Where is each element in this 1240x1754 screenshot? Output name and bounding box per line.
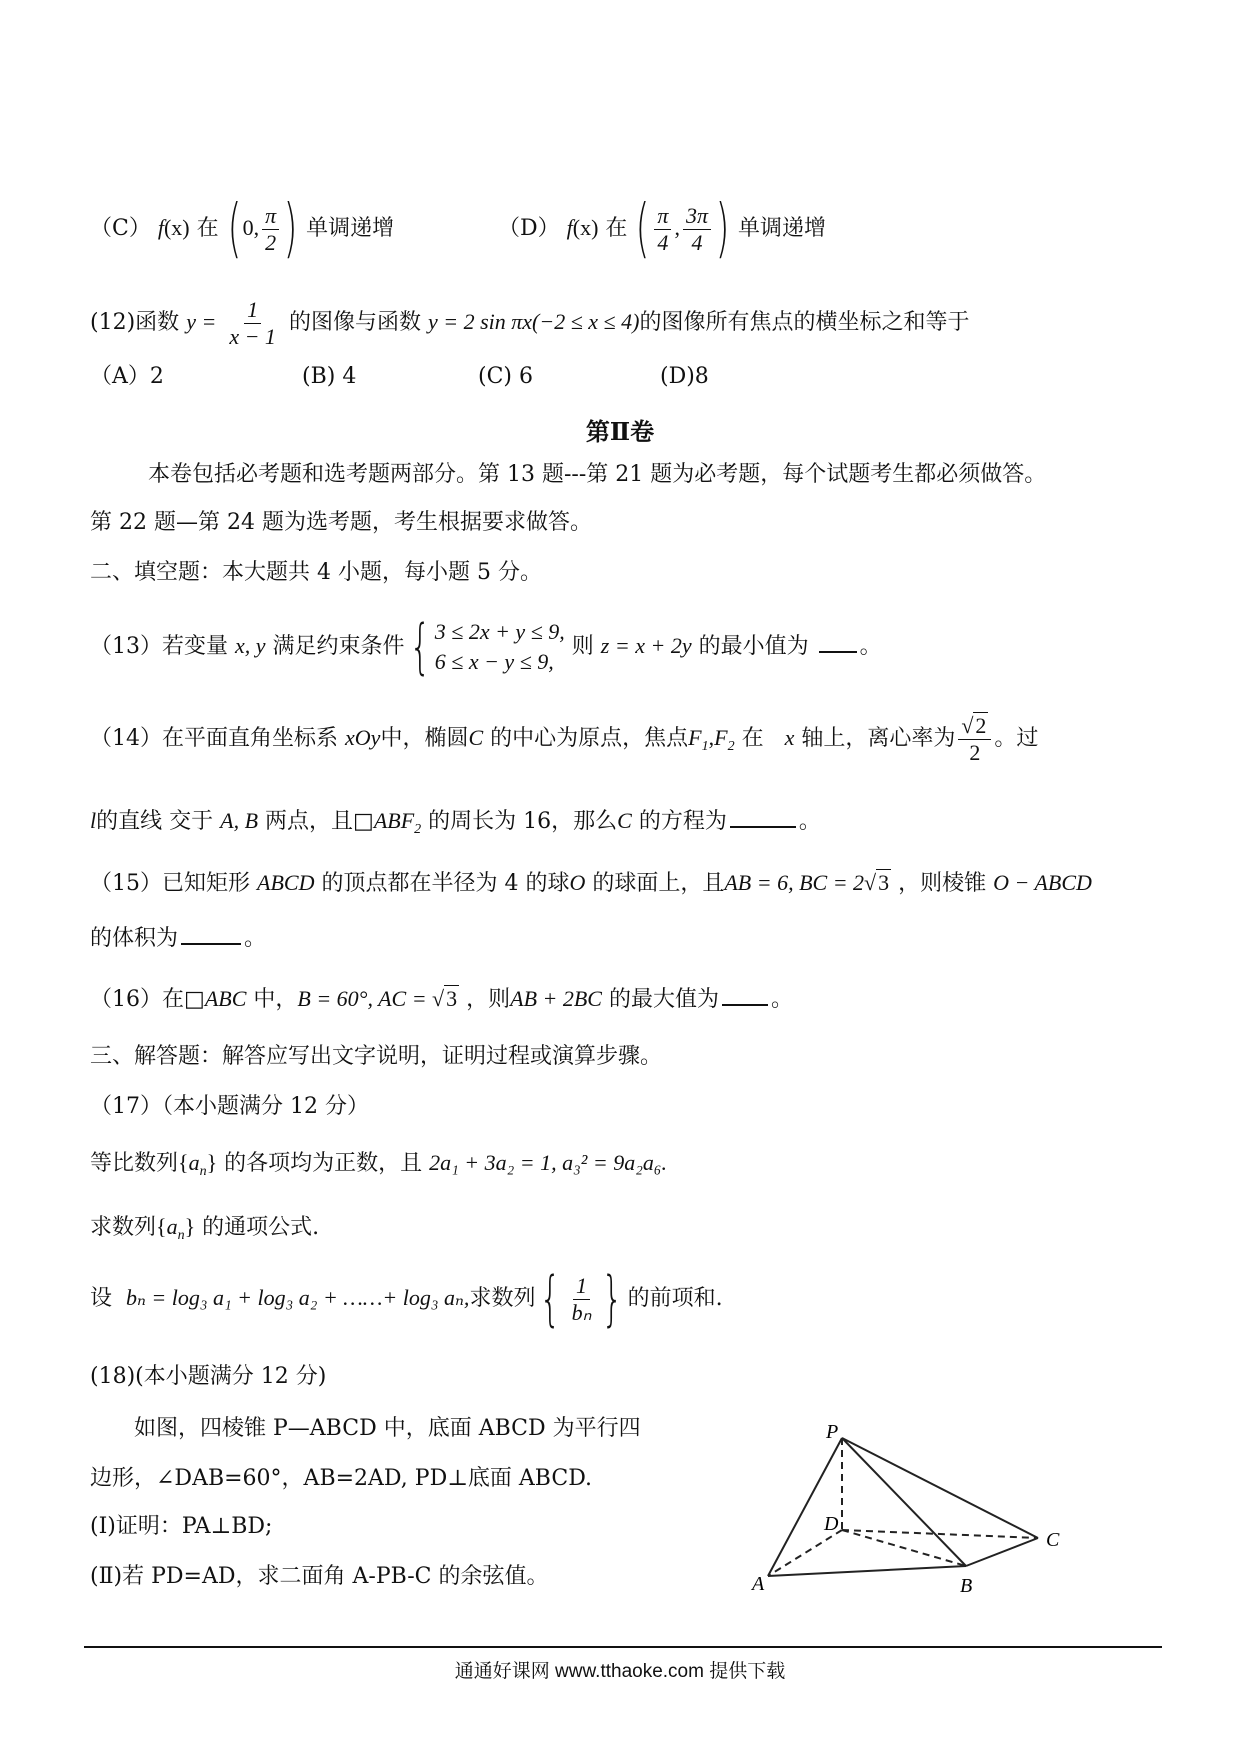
q13-stem: （13）若变量 x, y 满足约束条件{ 3 ≤ 2x + y ≤ 9, 6 ≤ x − y ≤ 9, 则 z = x + 2y 的最小值为 。 — [90, 612, 882, 682]
q12-stem: (12)函数 y = $\frac{1}{x - 1}$ 的图像与函数 y = 2 sin πx(−2 ≤ x ≤ 4)的图像所有焦点的横坐标之和等于 — [90, 296, 970, 349]
q18-para1: 如图，四棱锥 P—ABCD 中，底面 ABCD 为平行四 — [134, 1416, 641, 1441]
edge-pb — [842, 1438, 966, 1566]
q14-line2: l的直线 交于 A, B 两点，且$□ABF_2$ 的周长为 16，那么C 的方程为 。 — [90, 808, 821, 837]
q17-fraction: $\frac{1}{\text{bₙ}}$ — [571, 1272, 592, 1325]
q15-line2: 的体积为 。 — [90, 926, 267, 951]
section-2-intro-line2: 第 22 题—第 24 题为选考题，考生根据要求做答。 — [90, 510, 592, 535]
q17-line3: 设 bₙ = log₃ a₁ + log₃ a₂ + ……+ log₃ aₙ,求数列{ $\frac{1}{\text{bₙ}}$ } 的前项和. — [90, 1264, 723, 1334]
q18-part1: (Ⅰ)证明：PA⊥BD; — [90, 1514, 273, 1539]
q17-line1: 等比数列$\{a_n\}$ 的各项均为正数，且 2a₁ + 3a₂ = 1, a₃² = 9a₂a₆. — [90, 1150, 668, 1179]
q12-choice-d: (D)8 — [660, 364, 709, 389]
q12-choice-b: (B) 4 — [302, 364, 357, 389]
q14-eccentricity: $\frac{√2}{2}$ — [958, 713, 991, 766]
q18-part2: (Ⅱ)若 PD=AD，求二面角 A-PB-C 的余弦值。 — [90, 1564, 549, 1589]
q17-header: （17）（本小题满分 12 分） — [90, 1094, 369, 1119]
q12-choice-c: (C) 6 — [478, 364, 533, 389]
q18-para2: 边形，∠DAB=60°，AB=2AD, PD⊥底面 ABCD. — [90, 1466, 593, 1491]
edge-bc — [966, 1538, 1038, 1566]
label-c: C — [1046, 1529, 1060, 1551]
label-p: P — [826, 1421, 839, 1443]
q15-line1: （15）已知矩形 ABCD 的顶点都在半径为 4 的球O 的球面上，且AB = 6, BC = 2√3 ，则棱锥 O − ABCD — [90, 870, 1092, 896]
footer-divider — [84, 1646, 1162, 1648]
section-2-intro-line1: 本卷包括必考题和选考题两部分。第 13 题---第 21 题为必考题，每个试题考生都必须做答。 — [148, 462, 1047, 487]
q13-constraint-system: 3 ≤ 2x + y ≤ 9, 6 ≤ x − y ≤ 9, — [434, 619, 565, 674]
section-2-title: 第Ⅱ卷 — [585, 417, 655, 446]
edge-da-hidden — [768, 1530, 842, 1576]
q17-line2: 求数列$\{a_n\}$ 的通项公式. — [90, 1214, 320, 1243]
q11-c-fraction: $\frac{\pi}{2}$ — [262, 203, 279, 256]
q11-option-c: （C） f(x) 在 (0, $\frac{\pi}{2}$ ) 单调递增 — [90, 192, 395, 266]
q18-pyramid-figure — [748, 1420, 1078, 1610]
edge-dc-hidden — [842, 1530, 1038, 1538]
fill-in-heading: 二、填空题：本大题共 4 小题，每小题 5 分。 — [90, 560, 542, 585]
label-b: B — [960, 1575, 973, 1597]
q15-answer-blank — [181, 939, 241, 945]
edge-pc — [842, 1438, 1038, 1538]
q14-answer-blank — [730, 822, 796, 828]
label-a: A — [752, 1573, 765, 1595]
edge-pa — [768, 1438, 842, 1576]
q16-stem: （16）在□ABC 中，B = 60°, AC = √3 ，则AB + 2BC 的最大值为 。 — [90, 986, 794, 1012]
answer-section-heading: 三、解答题：解答应写出文字说明，证明过程或演算步骤。 — [90, 1044, 663, 1069]
label-d: D — [824, 1513, 839, 1535]
edge-ab — [768, 1566, 966, 1576]
q12-choice-a: （A）2 — [90, 364, 164, 389]
q12-fraction: $\frac{1}{x - 1}$ — [229, 296, 276, 349]
q18-header: (18)(本小题满分 12 分) — [90, 1364, 327, 1389]
q13-answer-blank — [819, 647, 857, 653]
q14-line1: （14）在平面直角坐标系 xOy中，椭圆C 的中心为原点，焦点$F_1,F_2$ 在 x 轴上，离心率为 $\frac{√2}{2}$ 。过 — [90, 712, 1039, 765]
q11-option-d: （D） f(x) 在 ( $\frac{\pi}{4}$ , $\frac{3\pi}{4}$ ) 单调递增 — [498, 192, 826, 266]
q16-answer-blank — [722, 1000, 768, 1006]
footer-text: 通通好课网 www.tthaoke.com 提供下载 — [454, 1661, 786, 1682]
